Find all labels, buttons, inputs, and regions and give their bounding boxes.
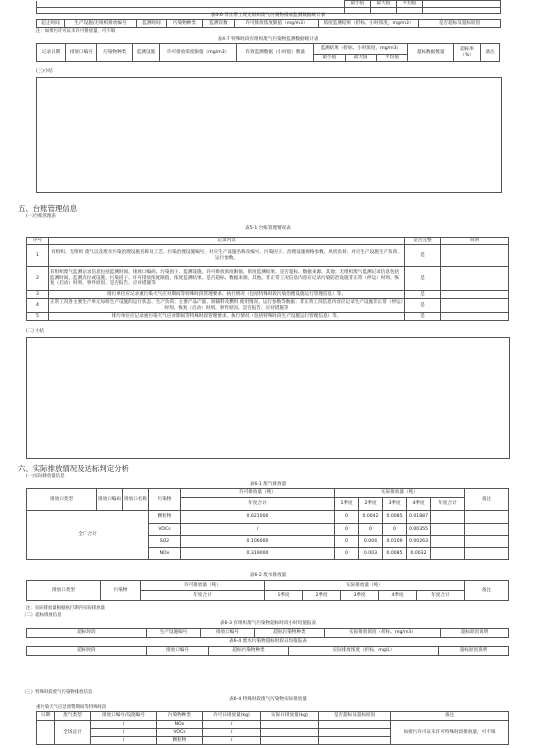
table-header: 监测时间 <box>137 20 167 28</box>
summary-box <box>36 77 502 193</box>
table-subheader: 平均值 <box>376 55 407 62</box>
table-header: 超标原因说明 <box>441 629 509 638</box>
table-subheader: 最大值 <box>345 55 376 62</box>
table-subheader: 2季度 <box>303 591 341 601</box>
table-subheader: 最小值 <box>314 55 345 62</box>
table-header: 超标率（%） <box>454 44 481 62</box>
table-header: 备注 <box>481 44 500 62</box>
table-header: 排放口编码 <box>97 489 123 511</box>
table-6-3 <box>26 628 509 638</box>
table-header: 记录内容 <box>49 238 405 245</box>
table-header: 监测结果（折标，小时浓度，mg/m3） <box>314 44 408 55</box>
partial-header: 最小值 <box>345 1 371 8</box>
table-header: 污染物 <box>101 581 141 601</box>
table-header: 排放口编号/设施编号 <box>91 712 157 721</box>
table-header: 排放口编号 <box>201 629 255 638</box>
table-6-1 <box>26 488 509 560</box>
table-header: 备注 <box>465 581 509 601</box>
table-header: 超标污染物种类 <box>209 647 289 656</box>
group-label: 全厂合计 <box>27 511 149 560</box>
table-header: 超标数据数量 <box>408 44 454 62</box>
section-6-sub2: （二）超标排放信息 <box>22 613 62 618</box>
group-label: 全场总计 <box>55 721 91 745</box>
table-header: 记录日期 <box>37 44 66 62</box>
section-5-sub1: (一)台账管理表 <box>26 214 56 219</box>
table-header: 监测次数 <box>203 20 235 28</box>
table-header: 是否完整 <box>405 238 441 245</box>
table-header: 起止时间 <box>37 20 65 28</box>
section-5-summary: (二) 小结 <box>26 329 44 334</box>
table-5-1-title: 表5-1 台账管理情况表 <box>245 226 291 231</box>
table-4-6-title: 表4-6 非正常工况无组织废气污染物排放监测数据统计表 <box>210 13 326 18</box>
table-header: 实际排放浓度（折标，mg/L） <box>289 647 439 656</box>
table-header: 实际排放浓度（折标，mg/m3） <box>325 629 441 638</box>
table-subheader: 年度合计 <box>417 591 465 601</box>
table-header: 日期 <box>37 712 55 721</box>
table-header: 浓度监测结果（折标，小时浓度，mg/m3） <box>319 20 419 28</box>
table-subheader: 1季度 <box>265 591 303 601</box>
table-header: 生产设施/无组织排放编号 <box>65 20 137 28</box>
table-row: / 颗粒物 / <box>37 737 509 745</box>
table-row: 全场总计 / NOx / 如排污许可证未许可特殊时段排放量，可不填 <box>37 721 509 729</box>
table-row: 1 有组织、无组织 废气以及废水污染治理设施名称及工艺、污染治理设施编号、对应生产设施名称及编号、污染因子、治理设施规格参数、风机负荷、对应生产设施生产负荷、运行参数。 是 <box>27 245 509 267</box>
table-subheader: 年度合计 <box>181 498 335 511</box>
table-header: 是否超标及超标原因 <box>419 20 501 28</box>
table-header: 污染物 <box>149 489 181 511</box>
table-header: 超标时段 <box>27 629 147 638</box>
summary-box <box>26 337 510 459</box>
table-header: 超标时段 <box>27 647 147 656</box>
table-6-3-title: 表6-3 有组织废气污染物超标时段小时均值报表 <box>219 621 317 626</box>
section-5-title: 五、台账管理信息 <box>18 204 78 213</box>
table-6-1-title: 表6-1 废气排放量 <box>249 482 287 487</box>
table-header: 备注 <box>465 489 509 511</box>
table-header: 实际排放量（吨） <box>265 581 465 591</box>
table-header: 超标原因说明 <box>439 647 509 656</box>
table-4-6 <box>36 19 501 28</box>
table-row: 3 排污单位应记录重污染天气应对期间等特殊时段管理要求、执行情况（包括特殊时段污染治理设施运行管理信息）等。 是 <box>27 291 509 299</box>
table-6-2-title: 表6-2 废水排放量 <box>249 573 287 578</box>
table-header: 排放口名称 <box>123 489 149 511</box>
table-6-4-title: 表6-4 废水污染物超标时段日均值报表 <box>229 639 307 644</box>
table-header: 污染物种类 <box>157 712 203 721</box>
summary-heading: (三)小结 <box>36 69 53 74</box>
table-header: 排放口编号 <box>147 647 209 656</box>
table-header: 备注 <box>391 712 509 721</box>
table-row: / VOCs / <box>37 729 509 737</box>
table-header: 许可排放浓度限值（mg/m3） <box>235 20 319 28</box>
remark-cell: 如排污许可证未许可特殊时段排放量，可不填 <box>391 721 509 745</box>
table-header: 序号 <box>27 238 49 245</box>
table-6-4 <box>26 646 509 656</box>
table-row: SO2 0.106000 0 0.004 0.0109 0.00263 <box>27 536 509 548</box>
section-6-sub1: (一)实际排放量信息 <box>26 474 65 479</box>
table-header: 是否超标及超标原因 <box>319 712 391 721</box>
table-header: 实际日排放量(kg) <box>261 712 319 721</box>
table-subheader: 3季度 <box>341 591 379 601</box>
partial-header: 最大值 <box>371 1 397 8</box>
table-header: 实际排放量（吨） <box>335 489 465 498</box>
table-header: 污染物种类 <box>97 44 132 62</box>
table-header: 监测设施 <box>132 44 159 62</box>
table-row: 2 有组织废气监测记录信息包括监测时间、排放口编码、污染因子、监测设施、许可排放浓度限值、浓度监测结果、是否超标、数据来源、其他；无组织废气监测记录信息包括监测时间、监测点位或设施、污染因子、许可排放浓度限值、浓度监测结果、是否超标、数据来源、其他。非正常工况信息内容应记录污染防治设施非正常（停运）时刻、恢复（启动）时刻、事件原因、是否报告、应对措施等 是 <box>27 267 509 291</box>
table-4-7 <box>36 43 500 62</box>
table-4-7-title: 表4-7 特殊时段有组织废气污染物监测数据统计表 <box>217 37 319 42</box>
table-6-2-note: 注：实际排放量根据执行期内实际排放量 <box>26 606 106 611</box>
table-subheader: 1季度 <box>335 498 359 511</box>
table-subheader: 4季度 <box>407 498 431 511</box>
table-4-6-note: 注：如果污许可证未许可排放量，可不填 <box>36 29 116 34</box>
table-header: 排放口编号 <box>66 44 97 62</box>
table-6-2 <box>26 580 509 601</box>
table-subheader: 4季度 <box>379 591 417 601</box>
table-header: 超标污染物种类 <box>255 629 325 638</box>
table-header: 生产设施编号 <box>147 629 201 638</box>
partial-header: 平均值 <box>397 1 423 8</box>
table-6-4b <box>36 711 509 745</box>
table-header: 许可日排放量(kg) <box>203 712 261 721</box>
table-header: 有效监测数据（小时值）数量 <box>237 44 314 62</box>
table-header: 许可排放量（吨） <box>181 489 335 498</box>
table-subheader: 3季度 <box>383 498 407 511</box>
table-6-4b-title: 表6-4 特殊时段废气污染物实际排放量 <box>229 697 307 702</box>
table-5-1 <box>26 237 509 321</box>
table-header: 说明 <box>441 238 509 245</box>
table-header: 许可排放浓度限值（mg/m3） <box>160 44 237 62</box>
table-subheader: 年度合计 <box>141 591 265 601</box>
table-header: 排放口类型 <box>27 489 97 511</box>
table-header: 废气类型 <box>55 712 91 721</box>
section-6-sub3: （三）特殊时段废气污染物排放信息 <box>22 690 93 695</box>
table-row: VOCs / 0 0 0 0.00355 <box>27 524 509 536</box>
table-6-4b-note: 重污染天气应急预警期间等特殊时段 <box>36 705 107 710</box>
table-row: 4 正常工况各主要生产单元每班生产设施的运行状态、生产负荷、主要产品产量、原辅料及燃料 使用情况、运行参数等数据；非正常工况信息内容应记录生产设施非正常（停运）时刻、恢复（启动）时刻、事件原因、是否报告、应对措施等 是 <box>27 299 509 313</box>
table-row: NOx 0.319000 0 0.003 0.0085 0.0032 <box>27 548 509 560</box>
section-6-title: 六、实际排放情况及达标判定分析 <box>18 464 129 473</box>
table-header: 许可排放量（吨） <box>141 581 265 591</box>
table-row: 全厂合计 颗粒物 0.021000 0 0.0042 0.0085 0.01887 <box>27 511 509 524</box>
table-header: 排放口类型 <box>27 581 101 601</box>
table-header: 污染物种类 <box>167 20 203 28</box>
table-subheader: 年度合计 <box>431 498 465 511</box>
table-subheader: 2季度 <box>359 498 383 511</box>
table-row: 5 排污单位应记录重污染天气应对期间等特殊时段管理要求、执行情况（包括特殊时段生产设施运行管理信息）等。 是 <box>27 313 509 321</box>
